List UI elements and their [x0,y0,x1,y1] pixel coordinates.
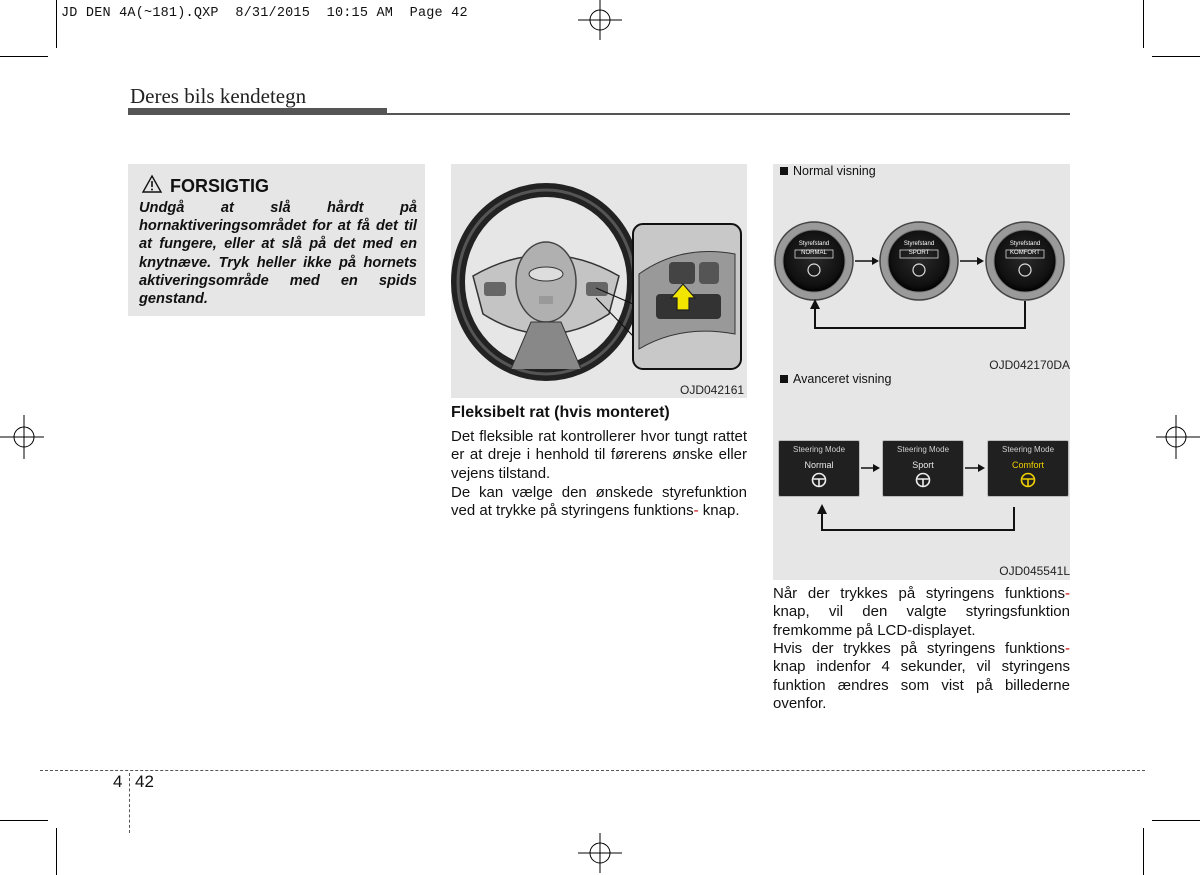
steering-wheel-illustration [451,164,747,398]
figure-code: OJD042170DA [989,358,1070,372]
advanced-view-figure [773,372,1070,580]
normal-view-figure [773,164,1070,372]
warning-triangle-icon [141,174,163,194]
chapter-number: 4 [113,772,123,791]
crop-mark [1152,820,1200,821]
title-rule [387,113,1070,115]
section-title: Deres bils kendetegn [130,84,307,108]
print-header: JD DEN 4A(~181).QXP 8/31/2015 10:15 AM Page 42 [61,6,468,21]
crop-mark [1143,828,1144,875]
gauge [775,222,853,300]
subsection-heading: Fleksibelt rat (hvis monteret) [451,404,670,421]
crop-mark [1152,56,1200,57]
paragraph-text: Hvis der trykkes på styringens funktions [773,640,1065,657]
lcd-mode: Comfort [1011,460,1044,470]
paragraph [773,640,1070,713]
gauge-mode: NORMAL [801,250,827,256]
title-rule [128,108,387,115]
crop-mark [56,0,57,48]
gauge-sequence-diagram [773,164,1070,372]
page-number: 42 [135,772,154,791]
crop-mark [0,820,48,821]
paragraph-text: knap, vil den valgte styringsfunktion fremkomme på LCD-displayet. [773,603,1070,639]
lcd-title: Steering Mode [896,445,950,454]
paragraph-text: knap indenfor 4 sekunder, vil styringens funktion ændres som vist på billederne ovenfor. [773,658,1070,712]
hyphen: - [1065,585,1070,602]
gauge-mode: KOMFORT [1010,250,1040,256]
lcd-mode: Normal [804,460,834,470]
gauge-title: Styrefstand [798,241,830,247]
paragraph-text: De kan vælge den ønskede styrefunktion ved at trykke på styringens funktions [451,484,747,520]
paragraph [773,585,1070,640]
gauge [986,222,1064,300]
steering-wheel-figure [451,164,747,398]
registration-mark-icon [1156,415,1200,459]
arrow-up-icon [817,504,827,514]
hyphen: - [1065,640,1070,657]
crop-mark [1143,0,1144,48]
paragraph-text: Når der trykkes på styringens funktions [773,585,1065,602]
crop-mark [56,828,57,875]
gauge-title: Styrefstand [903,241,935,247]
footer-rule [40,770,1145,771]
paragraph: Det fleksible rat kontrollerer hvor tungt rattet er at dreje i henhold til førerens ønske eller vejens tilstand. [451,428,747,482]
arrow-right-icon [872,257,879,265]
arrow-right-icon [977,257,984,265]
footer-divider [129,773,130,833]
figure-code: OJD042161 [680,383,745,397]
arrow-right-icon [873,464,880,472]
figure-code: OJD045541L [999,564,1070,578]
crop-mark [0,56,48,57]
paragraph-text: knap. [702,502,740,520]
lcd-sequence-diagram [773,372,1070,580]
registration-mark-icon [578,833,622,873]
registration-mark-icon [0,415,44,459]
lcd-mode: Sport [912,460,934,470]
figure-label-text: Avanceret visning [793,372,892,386]
registration-mark-icon [578,0,622,40]
figure-label-text: Normal visning [793,164,876,178]
lcd-title: Steering Mode [792,445,846,454]
gauge-mode: SPORT [908,250,930,256]
caution-title: FORSIGTIG [170,176,269,196]
gauge-title: Styrefstand [1009,241,1041,247]
paragraph [451,484,747,521]
gauge [880,222,958,300]
caution-text: Undgå at slå hårdt på hornaktiveringsområdet for at få det til at fungere, eller at slå på det med en knytnæve. Tryk heller ikke på hornets aktiveringsområde med en spids genstand. [139,200,417,308]
hyphen: - [693,502,699,520]
arrow-right-icon [978,464,985,472]
lcd-title: Steering Mode [1001,445,1055,454]
